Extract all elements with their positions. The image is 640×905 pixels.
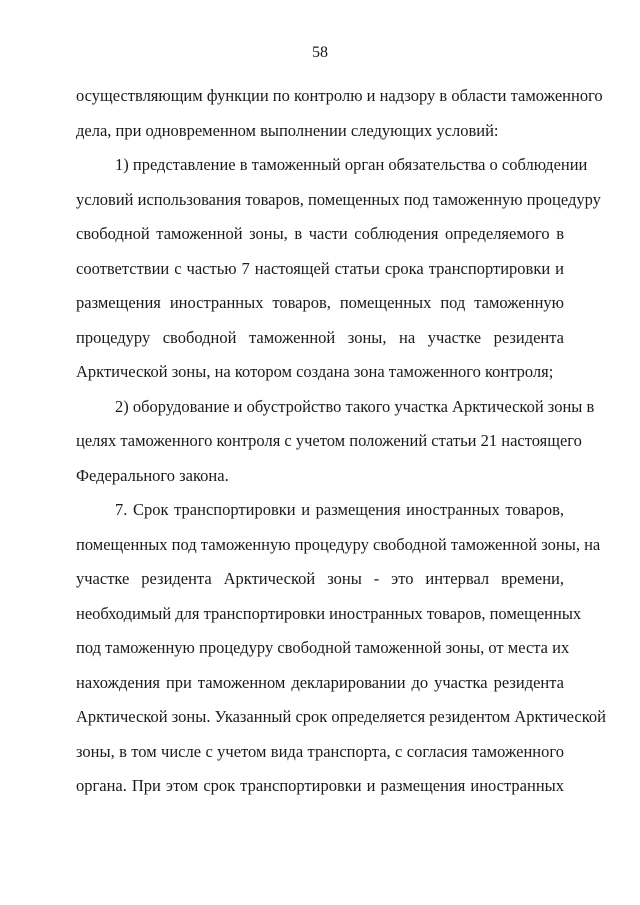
- text-line: Арктической зоны, на котором создана зона таможенного контроля;: [76, 362, 554, 381]
- text-line: под таможенную процедуру свободной таможенной зоны, от места их: [76, 638, 570, 657]
- text-line: размещения иностранных товаров, помещенных под таможенную: [76, 293, 564, 312]
- page-number: 58: [312, 44, 328, 61]
- text-line: 7. Срок транспортировки и размещения иностранных товаров,: [115, 500, 564, 519]
- text-line: участке резидента Арктической зоны - это интервал времени,: [76, 569, 564, 588]
- text-line: Федерального закона.: [76, 465, 229, 485]
- text-line: процедуру свободной таможенной зоны, на участке резидента: [76, 327, 564, 347]
- text-line: необходимый для транспортировки иностранных товаров, помещенных: [76, 603, 582, 623]
- text-line: 1) представление в таможенный орган обязательства о соблюдении: [115, 155, 588, 174]
- text-line: Арктической зоны. Указанный срок определяется резидентом Арктической: [76, 707, 606, 726]
- text-line: зоны, в том числе с учетом вида транспорта, с согласия таможенного: [76, 741, 564, 761]
- text-line: 2) оборудование и обустройство такого участка Арктической зоны в: [115, 396, 595, 416]
- text-line: соответствии с частью 7 настоящей статьи срока транспортировки и: [76, 258, 564, 278]
- text-line: помещенных под таможенную процедуру свободной таможенной зоны, на: [76, 534, 601, 554]
- text-line: условий использования товаров, помещенных под таможенную процедуру: [76, 189, 601, 209]
- text-line: осуществляющим функции по контролю и надзору в области таможенного: [76, 86, 603, 105]
- text-line: дела, при одновременном выполнении следующих условий:: [76, 120, 499, 140]
- text-line: нахождения при таможенном декларировании до участка резидента: [76, 672, 564, 692]
- text-line: целях таможенного контроля с учетом положений статьи 21 настоящего: [76, 431, 582, 450]
- text-line: свободной таможенной зоны, в части соблюдения определяемого в: [76, 224, 564, 243]
- text-line: органа. При этом срок транспортировки и размещения иностранных: [76, 776, 564, 795]
